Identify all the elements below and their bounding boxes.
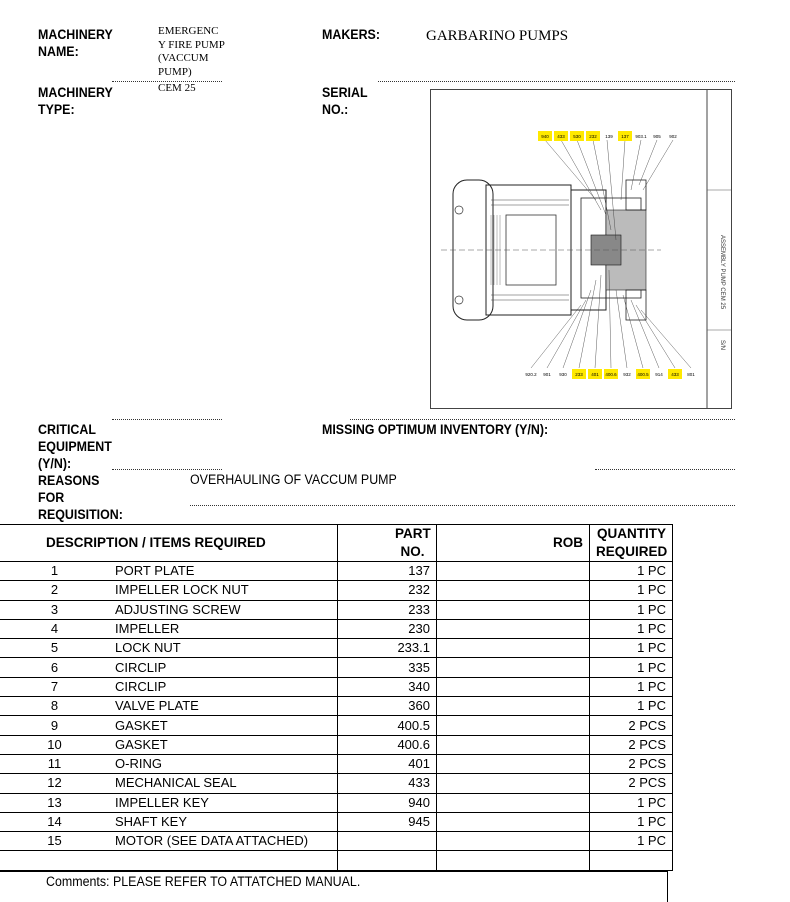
table-row bbox=[0, 774, 673, 793]
table-row bbox=[0, 812, 673, 831]
row-part-no: 232 bbox=[338, 581, 437, 600]
row-description: IMPELLER bbox=[109, 619, 338, 638]
bottom-callout-label: 932 bbox=[623, 372, 631, 377]
row-part-no: 335 bbox=[338, 658, 437, 677]
row-part-no: 233 bbox=[338, 600, 437, 619]
row-number: 3 bbox=[0, 600, 109, 619]
svg-text:S/N: S/N bbox=[719, 340, 725, 351]
row-quantity: 1 PC bbox=[590, 600, 673, 619]
table-header-row bbox=[0, 525, 673, 562]
row-description: IMPELLER KEY bbox=[109, 793, 338, 812]
row-rob bbox=[437, 600, 590, 619]
top-callout-label: 903.1 bbox=[635, 134, 647, 139]
top-callout-label: 940 bbox=[541, 134, 549, 139]
machinery-name-value: EMERGENC Y FIRE PUMP (VACCUM PUMP) bbox=[158, 25, 225, 78]
table-row bbox=[0, 619, 673, 638]
row-description: MECHANICAL SEAL bbox=[109, 774, 338, 793]
drawing-title: ASSEMBLY PUMP CEM 25 bbox=[719, 235, 725, 310]
bottom-callout-label: 930 bbox=[559, 372, 567, 377]
row-part-no: 360 bbox=[338, 697, 437, 716]
top-callouts bbox=[538, 131, 677, 141]
row-number: 13 bbox=[0, 793, 109, 812]
table-row bbox=[0, 735, 673, 754]
row-part-no: 137 bbox=[338, 562, 437, 581]
serial-label: SERIAL NO.: bbox=[322, 85, 368, 117]
table-row bbox=[0, 697, 673, 716]
row-rob bbox=[437, 619, 590, 638]
row-rob bbox=[437, 562, 590, 581]
items-table bbox=[0, 524, 673, 871]
row-part-no: 433 bbox=[338, 774, 437, 793]
row-part-no: 945 bbox=[338, 812, 437, 831]
row-rob bbox=[437, 639, 590, 658]
reasons-underline bbox=[190, 505, 735, 506]
top-callout-label: 232 bbox=[589, 134, 597, 139]
row-quantity: 1 PC bbox=[590, 658, 673, 677]
row-description: MOTOR (SEE DATA ATTACHED) bbox=[109, 832, 338, 851]
row-number: 6 bbox=[0, 658, 109, 677]
row-number: 15 bbox=[0, 832, 109, 851]
machinery-type-value: CEM 25 bbox=[158, 82, 196, 94]
critical-equipment-label: CRITICAL EQUIPMENT (Y/N): bbox=[38, 422, 112, 471]
comments-value: PLEASE REFER TO ATTATCHED MANUAL. bbox=[112, 874, 361, 889]
row-part-no: 230 bbox=[338, 619, 437, 638]
row-quantity: 1 PC bbox=[590, 832, 673, 851]
row-part-no bbox=[338, 832, 437, 851]
bottom-callout-label: 433 bbox=[671, 372, 679, 377]
missing-inventory-label: MISSING OPTIMUM INVENTORY (Y/N): bbox=[322, 422, 549, 437]
pump-drawing-svg bbox=[431, 90, 731, 408]
table-spacer-row bbox=[0, 851, 673, 870]
row-number: 2 bbox=[0, 581, 109, 600]
row-quantity: 1 PC bbox=[590, 619, 673, 638]
table-row bbox=[0, 658, 673, 677]
row-quantity: 1 PC bbox=[590, 812, 673, 831]
row-number: 8 bbox=[0, 697, 109, 716]
bottom-callout-label: 914 bbox=[655, 372, 663, 377]
makers-label: MAKERS: bbox=[322, 27, 380, 42]
row-rob bbox=[437, 658, 590, 677]
row-description: VALVE PLATE bbox=[109, 697, 338, 716]
table-row bbox=[0, 562, 673, 581]
row-rob bbox=[437, 697, 590, 716]
comments bbox=[46, 874, 360, 889]
row-number: 7 bbox=[0, 677, 109, 696]
row-rob bbox=[437, 677, 590, 696]
row-rob bbox=[437, 774, 590, 793]
row-description: LOCK NUT bbox=[109, 639, 338, 658]
missing-value-underline bbox=[595, 469, 735, 470]
row-number: 12 bbox=[0, 774, 109, 793]
reasons-value: OVERHAULING OF VACCUM PUMP bbox=[190, 472, 397, 487]
row-number: 1 bbox=[0, 562, 109, 581]
bottom-callout-label: 400.5 bbox=[637, 372, 649, 377]
row-part-no: 400.5 bbox=[338, 716, 437, 735]
table-row bbox=[0, 581, 673, 600]
row-rob bbox=[437, 754, 590, 773]
table-row bbox=[0, 793, 673, 812]
table-row bbox=[0, 639, 673, 658]
row-rob bbox=[437, 716, 590, 735]
row-description: GASKET bbox=[109, 716, 338, 735]
row-number: 9 bbox=[0, 716, 109, 735]
row-description: GASKET bbox=[109, 735, 338, 754]
table-row bbox=[0, 600, 673, 619]
top-callout-label: 137 bbox=[621, 134, 629, 139]
row-part-no: 233.1 bbox=[338, 639, 437, 658]
row-quantity: 2 PCS bbox=[590, 774, 673, 793]
top-callout-label: 433 bbox=[557, 134, 565, 139]
row-rob bbox=[437, 735, 590, 754]
row-rob bbox=[437, 812, 590, 831]
bottom-callout-label: 920.2 bbox=[525, 372, 537, 377]
table-row bbox=[0, 716, 673, 735]
row-description: IMPELLER LOCK NUT bbox=[109, 581, 338, 600]
pump-assembly-drawing bbox=[430, 89, 732, 409]
row-description: CIRCLIP bbox=[109, 658, 338, 677]
row-rob bbox=[437, 832, 590, 851]
row-rob bbox=[437, 793, 590, 812]
row-description: O-RING bbox=[109, 754, 338, 773]
row-number: 11 bbox=[0, 754, 109, 773]
bottom-callouts bbox=[525, 369, 695, 379]
row-quantity: 1 PC bbox=[590, 793, 673, 812]
table-row bbox=[0, 754, 673, 773]
reasons-label: REASONS FOR REQUISITION: bbox=[38, 473, 123, 522]
header-description: DESCRIPTION / ITEMS REQUIRED bbox=[0, 525, 338, 562]
top-callout-label: 905 bbox=[653, 134, 661, 139]
row-part-no: 401 bbox=[338, 754, 437, 773]
row-quantity: 2 PCS bbox=[590, 735, 673, 754]
makers-underline bbox=[378, 81, 735, 82]
bottom-callout-label: 801 bbox=[687, 372, 695, 377]
bottom-callout-label: 401 bbox=[591, 372, 599, 377]
table-row bbox=[0, 832, 673, 851]
row-description: PORT PLATE bbox=[109, 562, 338, 581]
machinery-type-label: MACHINERY TYPE: bbox=[38, 85, 113, 117]
header-part-no: PART NO. bbox=[338, 525, 437, 562]
makers-value: GARBARINO PUMPS bbox=[426, 28, 569, 44]
row-number: 4 bbox=[0, 619, 109, 638]
row-number: 5 bbox=[0, 639, 109, 658]
row-part-no: 400.6 bbox=[338, 735, 437, 754]
row-quantity: 2 PCS bbox=[590, 754, 673, 773]
top-callout-label: 139 bbox=[605, 134, 613, 139]
row-quantity: 1 PC bbox=[590, 581, 673, 600]
comments-right-border bbox=[667, 870, 668, 902]
row-part-no: 340 bbox=[338, 677, 437, 696]
top-callout-label: 530 bbox=[573, 134, 581, 139]
bottom-callout-label: 400.6 bbox=[605, 372, 617, 377]
row-rob bbox=[437, 581, 590, 600]
bottom-callout-label: 233 bbox=[575, 372, 583, 377]
bottom-callout-label: 901 bbox=[543, 372, 551, 377]
row-description: ADJUSTING SCREW bbox=[109, 600, 338, 619]
header-rob: ROB bbox=[437, 525, 590, 562]
missing-underline bbox=[350, 419, 735, 420]
row-quantity: 1 PC bbox=[590, 677, 673, 696]
row-description: SHAFT KEY bbox=[109, 812, 338, 831]
critical-value-underline bbox=[112, 469, 222, 470]
table-body bbox=[0, 562, 673, 851]
row-number: 10 bbox=[0, 735, 109, 754]
critical-underline bbox=[112, 419, 222, 420]
row-quantity: 1 PC bbox=[590, 562, 673, 581]
row-description: CIRCLIP bbox=[109, 677, 338, 696]
header-quantity: QUANTITY REQUIRED bbox=[590, 525, 673, 562]
row-quantity: 1 PC bbox=[590, 697, 673, 716]
row-number: 14 bbox=[0, 812, 109, 831]
comments-rule bbox=[0, 870, 668, 872]
row-quantity: 1 PC bbox=[590, 639, 673, 658]
machinery-name-label: MACHINERY NAME: bbox=[38, 27, 113, 59]
table-row bbox=[0, 677, 673, 696]
top-callout-label: 902 bbox=[669, 134, 677, 139]
row-quantity: 2 PCS bbox=[590, 716, 673, 735]
row-part-no: 940 bbox=[338, 793, 437, 812]
comments-label: Comments: bbox=[46, 874, 110, 889]
